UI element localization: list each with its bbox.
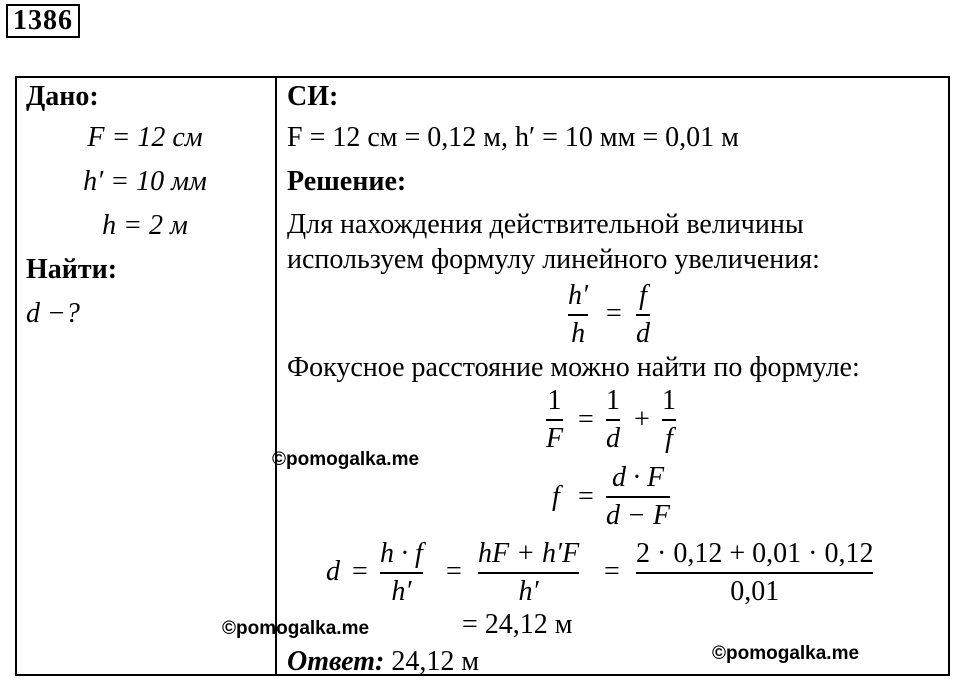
formula2-n1: 1 — [547, 385, 562, 416]
formula2-fraction-2 — [606, 385, 620, 455]
formula4-equals-2: = — [446, 556, 462, 587]
formula2-plus: + — [634, 404, 650, 435]
find-value: d −? — [26, 298, 80, 329]
formula4-equals-1: = — [352, 556, 368, 587]
formula1-equals: = — [606, 298, 622, 329]
answer-value: 24,12 м — [391, 646, 480, 677]
formula1-den-left: h — [571, 318, 586, 349]
solution-title: Решение: — [287, 166, 407, 197]
answer-label: Ответ: — [287, 646, 385, 677]
find-title: Найти: — [26, 254, 118, 285]
formula3-lhs: f — [552, 481, 560, 512]
formula1-right-fraction — [636, 280, 650, 350]
formula4-equals-3: = — [604, 556, 620, 587]
formula4-fraction-3 — [636, 538, 873, 608]
problem-number: 1386 — [6, 4, 80, 38]
given-line-h-prime: h′ = 10 мм — [83, 166, 207, 197]
formula2-equals: = — [578, 404, 594, 435]
formula4-d1: h′ — [391, 576, 412, 607]
formula4-fraction-1 — [380, 538, 423, 608]
answer-line — [287, 646, 479, 678]
given-line-F: F = 12 см — [87, 122, 203, 153]
formula2-n2: 1 — [606, 385, 620, 416]
solution-intro-2: используем формулу линейного увеличения: — [287, 244, 820, 275]
formula4-fraction-2 — [478, 538, 579, 608]
formula2-n3: 1 — [662, 385, 676, 416]
formula4-lhs: d — [326, 556, 340, 587]
solution-text-focus: Фокусное расстояние можно найти по формуле: — [287, 352, 860, 383]
formula3-equals: = — [578, 481, 594, 512]
watermark-2: ©pomogalka.me — [222, 618, 370, 639]
formula1-num-left: h′ — [568, 280, 589, 311]
formula4-n1: h · f — [380, 538, 423, 569]
solution-result: = 24,12 м — [462, 609, 573, 640]
si-line: F = 12 см = 0,12 м, h′ = 10 мм = 0,01 м — [287, 122, 739, 153]
formula4-n3: 2 · 0,12 + 0,01 · 0,12 — [636, 538, 874, 569]
watermark-1: ©pomogalka.me — [272, 449, 420, 470]
formula4-d3: 0,01 — [730, 576, 780, 607]
solution-intro-1: Для нахождения действительной величины — [287, 209, 804, 240]
formula1-den-right: d — [636, 318, 650, 349]
formula3-den: d − F — [606, 500, 670, 531]
formula4-n2: hF + h′F — [478, 538, 580, 569]
formula2-fraction-1 — [546, 385, 563, 455]
formula2-d1: F — [546, 423, 564, 454]
formula2-d3: f — [665, 423, 673, 454]
formula3-fraction — [606, 462, 670, 532]
formula3-num: d · F — [611, 462, 665, 493]
formula2-d2: d — [606, 423, 620, 454]
formula2-fraction-3 — [662, 385, 676, 455]
given-title: Дано: — [26, 81, 99, 112]
column-divider — [275, 76, 277, 676]
formula4-d2: h′ — [518, 576, 539, 607]
si-title: СИ: — [287, 81, 339, 112]
formula1-num-right: f — [639, 280, 647, 311]
formula1-left-fraction — [568, 280, 588, 350]
watermark-3: ©pomogalka.me — [712, 643, 860, 664]
given-line-h: h = 2 м — [102, 210, 188, 241]
